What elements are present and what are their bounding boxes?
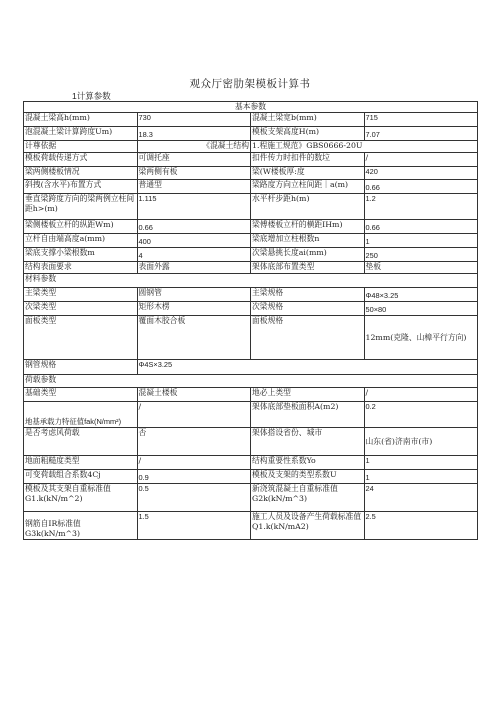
table-cell: 1: [364, 456, 478, 470]
basic-params-header: 基本参数: [24, 102, 478, 113]
table-cell: 梁(W楼板厚:度: [251, 167, 365, 180]
table-cell: 矩形木楞: [137, 302, 251, 316]
table-cell: 梁两侧楼板情况: [24, 167, 138, 180]
table-cell: 钢管规格: [24, 360, 138, 375]
table-cell: 0.5: [137, 484, 251, 512]
table-cell: 圆钢管: [137, 288, 251, 302]
table-cell: 1: [364, 470, 478, 484]
section-heading: 1计算参数: [72, 91, 111, 101]
table-cell: 山东(省)济南市(市): [364, 428, 478, 456]
table-cell: /: [364, 388, 478, 402]
parameter-table: [23, 101, 478, 540]
table-cell: 梁路度方向立柱间距｜a(m): [251, 180, 365, 194]
table-cell: 是否考虑风荷载: [24, 428, 138, 456]
table-cell: 覆面木胶合板: [137, 316, 251, 360]
table-cell: 400: [137, 234, 251, 248]
table-cell: 次梁类型: [24, 302, 138, 316]
table-cell: Φ4S×3.25: [137, 360, 478, 375]
table-cell: 架体搭设省份、城市: [251, 428, 365, 456]
table-cell: 模板荷载传递方式: [24, 153, 138, 167]
table-cell: 水平杆步距h(m): [251, 194, 365, 220]
table-cell: 架体底部垫板面积A(m2): [251, 402, 365, 428]
table-cell: 次梁悬挑长度ai(mm): [251, 248, 365, 262]
table-cell: 《混凝土结构: [137, 141, 251, 153]
table-cell: 24: [364, 484, 478, 512]
table-cell: 主梁规格: [251, 288, 365, 302]
table-cell: 混凝土梁高h(mm): [24, 113, 138, 127]
table-cell: 混凝土楼板: [137, 388, 251, 402]
table-cell: /: [364, 153, 478, 167]
table-cell: 18.3: [137, 127, 251, 141]
table-cell: 地基承载力特征值fak(N/mm²): [24, 402, 138, 428]
table-cell: 1.程施工规范》GBS0666-20U: [251, 141, 478, 153]
table-cell: 7.07: [364, 127, 478, 141]
table-cell: 立杆自由端高度a(mm): [24, 234, 138, 248]
table-cell: 4: [137, 248, 251, 262]
table-cell: 结构重要性系数Yo: [251, 456, 365, 470]
table-cell: 730: [137, 113, 251, 127]
table-cell: 模板及其支架自重标准值G1.k(kN/m^2): [24, 484, 138, 512]
table-cell: 普通型: [137, 180, 251, 194]
table-cell: 面板类型: [24, 316, 138, 360]
table-cell: 420: [364, 167, 478, 180]
table-cell: 垫板: [364, 262, 478, 274]
table-cell: 12mm(克隆、山樟平行方向): [364, 316, 478, 360]
table-cell: 模板及支架的类型系数U: [251, 470, 365, 484]
table-cell: 基础类型: [24, 388, 138, 402]
table-cell: 结构表面要求: [24, 262, 138, 274]
table-cell: 0.2: [364, 402, 478, 428]
table-cell: 计尊依据: [24, 141, 138, 153]
table-cell: 面板规格: [251, 316, 365, 360]
table-cell: 钢筋自IR标准值G3k(kN/m^3): [24, 512, 138, 540]
table-cell: 否: [137, 428, 251, 456]
table-cell: 0.66: [364, 220, 478, 234]
table-cell: 1.2: [364, 194, 478, 220]
table-cell: 架体底部布置类型: [251, 262, 365, 274]
table-cell: 地面粗糙度类型: [24, 456, 138, 470]
table-cell: 模板支架高度H(m): [251, 127, 365, 141]
table-cell: 梁侧楼板立杆的纵距Wm): [24, 220, 138, 234]
table-cell: 梁底支撑小梁根数m: [24, 248, 138, 262]
table-cell: 2.5: [364, 512, 478, 540]
table-cell: 地必上类型: [251, 388, 365, 402]
document-title: 观众厅密肋架模板计算书: [189, 78, 311, 90]
table-cell: 可调托座: [137, 153, 251, 167]
table-cell: 扣件传力时扣件的数垃: [251, 153, 365, 167]
table-cell: 0.66: [364, 180, 478, 194]
table-cell: 梁傅楼板立杆的横距IHm): [251, 220, 365, 234]
table-cell: 泡混凝土梁计算跨度Um): [24, 127, 138, 141]
table-cell: 250: [364, 248, 478, 262]
table-cell: 1: [364, 234, 478, 248]
table-cell: 次梁规格: [251, 302, 365, 316]
table-cell: 0.66: [137, 220, 251, 234]
table-cell: Φ48×3.25: [364, 288, 478, 302]
table-cell: 垂直梁跨度方向的梁两例立柱间距h>(m): [24, 194, 138, 220]
table-cell: 1.5: [137, 512, 251, 540]
table-cell: /: [137, 402, 251, 428]
table-cell: 新浇筑混凝土自重标准值G2k(kN/m^3): [251, 484, 365, 512]
table-cell: 斜拽(含水平)布置方式: [24, 180, 138, 194]
table-cell: /: [137, 456, 251, 470]
table-cell: 梁底增加立柱根数n: [251, 234, 365, 248]
table-cell: 可变荷载组合系数4Cj: [24, 470, 138, 484]
table-cell: 0.9: [137, 470, 251, 484]
table-cell: 施工人员及设备产生荷载标准值Q1.k(kN/mA2): [251, 512, 365, 540]
table-cell: 梁两侧有板: [137, 167, 251, 180]
table-cell: 50×80: [364, 302, 478, 316]
table-cell: 混凝土梁宽b(mm): [251, 113, 365, 127]
table-cell: 715: [364, 113, 478, 127]
table-cell: 主梁类型: [24, 288, 138, 302]
load-params-header: 荷载参数: [24, 375, 478, 388]
table-cell: 表面外露: [137, 262, 251, 274]
material-params-header: 材料参数: [24, 274, 478, 288]
table-cell: 1.115: [137, 194, 251, 220]
